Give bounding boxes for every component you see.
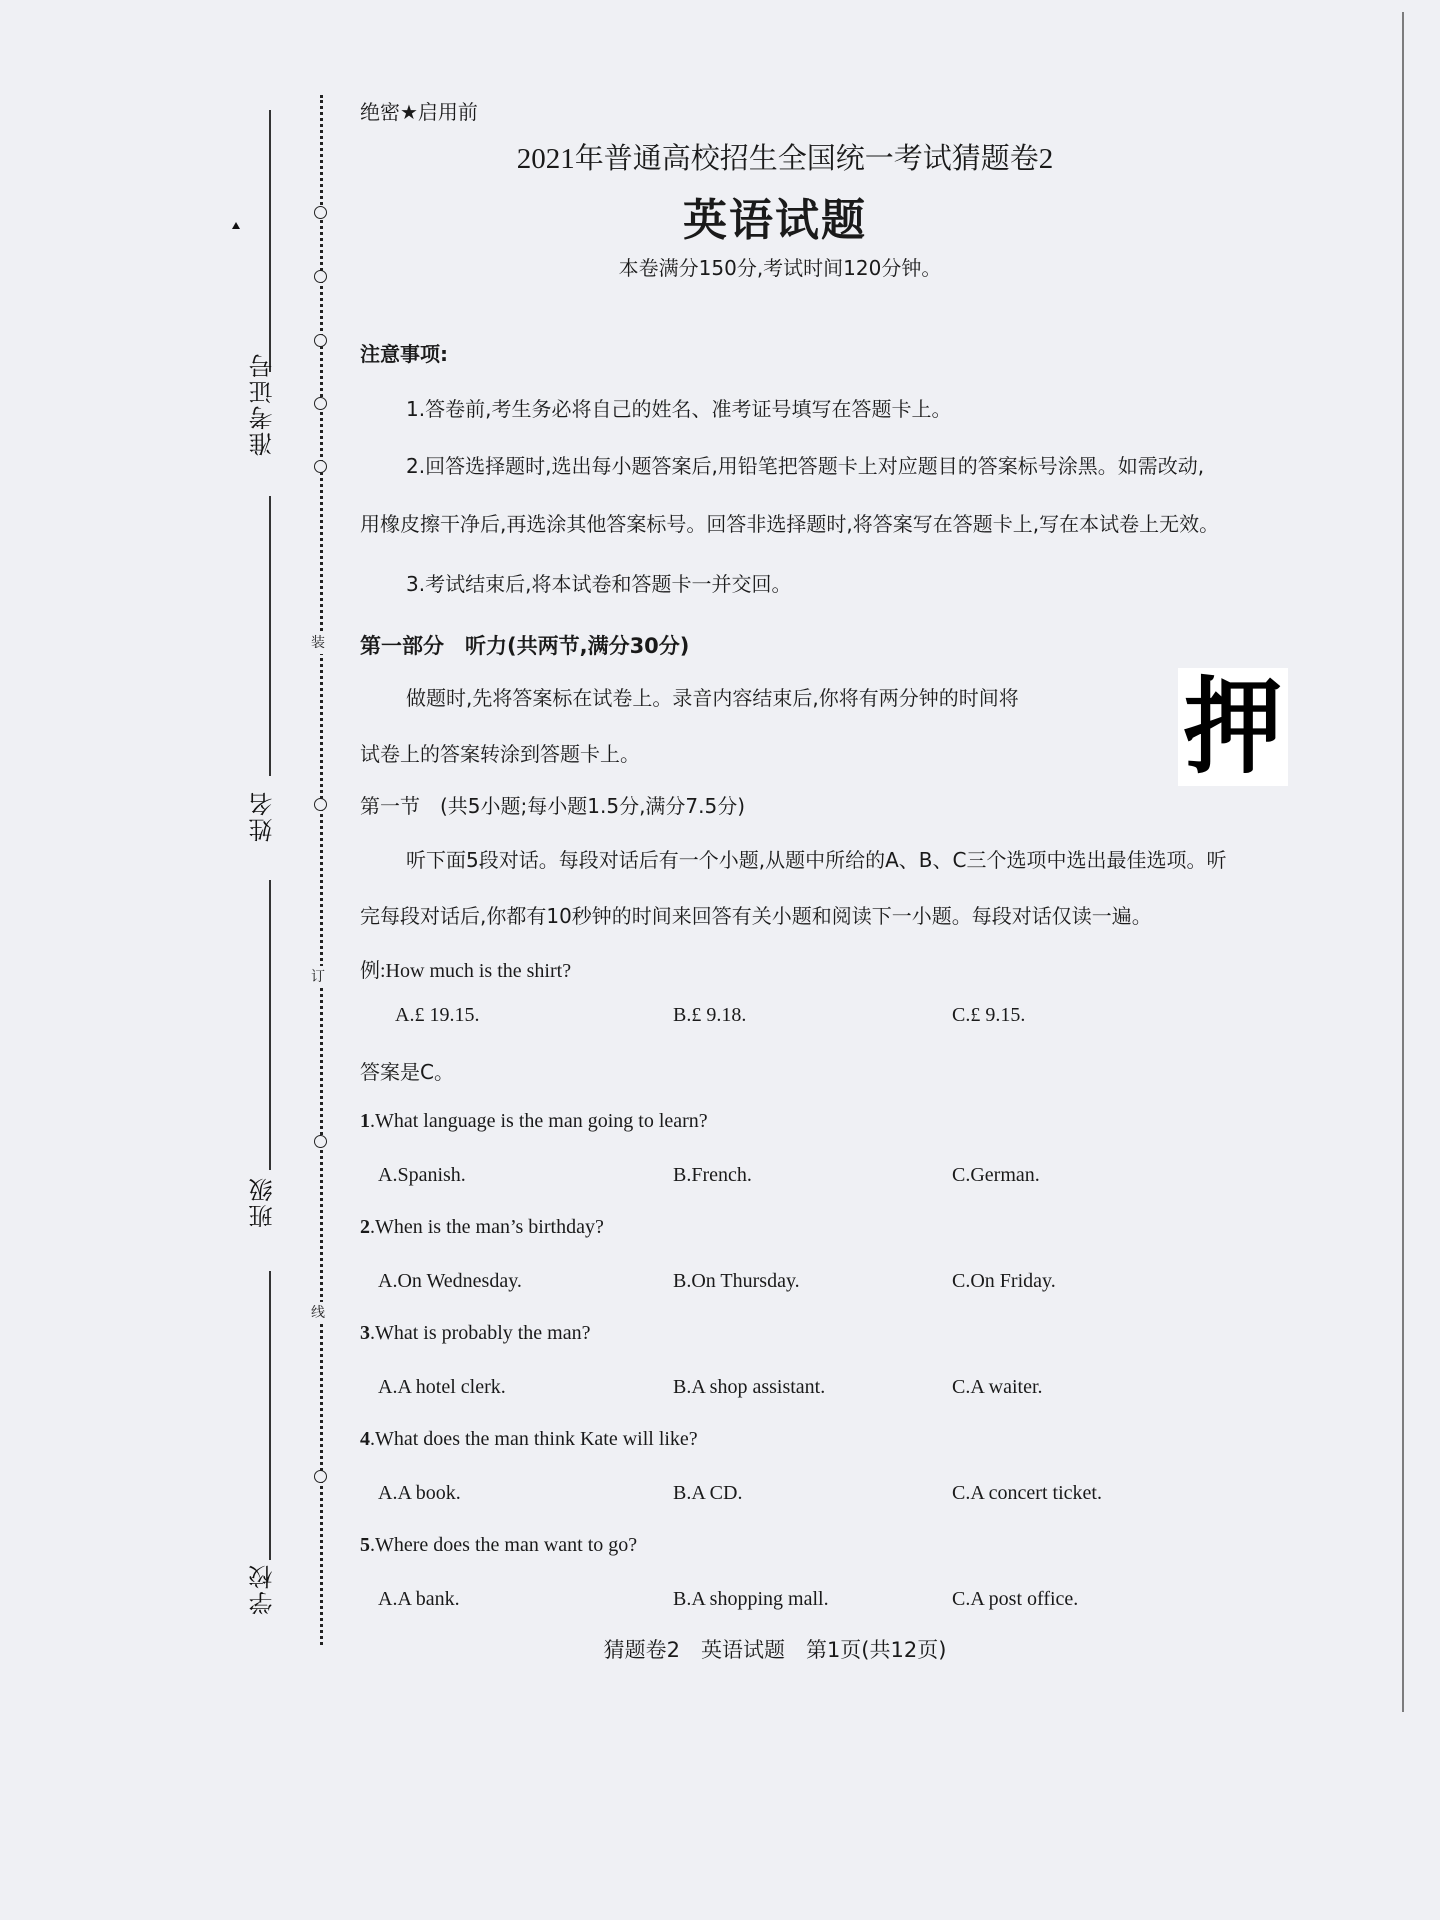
question-5 [360,1534,637,1557]
notice-title: 注意事项: [360,342,448,366]
class-line [269,880,271,1170]
binding-char-xian: 线 [311,1302,325,1324]
binding-hole-icon [314,1470,327,1483]
part1-intro-line2: 试卷上的答案转涂到答题卡上。 [360,742,640,766]
part1-intro-line1: 做题时,先将答案标在试卷上。录音内容结束后,你将有两分钟的时间将 [406,686,1019,710]
question-text: .Where does the man want to go? [370,1534,638,1556]
section1-instr-line2: 完每段对话后,你都有10秒钟的时间来回答有关小题和阅读下一小题。每段对话仅读一遍。 [360,904,1152,928]
ya-stamp-char: 押 [1183,666,1283,788]
q2-option-b: B.On Thursday. [673,1270,800,1292]
example-question: 例:How much is the shirt? [360,960,572,982]
binding-hole-icon [314,798,327,811]
question-3 [360,1322,591,1345]
q2-option-c: C.On Friday. [952,1270,1056,1292]
question-4 [360,1428,698,1451]
binding-hole-icon [314,334,327,347]
field-label-admission-number: 准考证号 [249,352,277,456]
notice-item-3: 3.考试结束后,将本试卷和答题卡一并交回。 [406,572,792,596]
q1-option-a: A.Spanish. [378,1164,466,1186]
field-label-class: 班级 [249,1176,277,1228]
exam-title: 2021年普通高校招生全国统一考试猜题卷2 [516,143,1054,175]
notice-item-1: 1.答卷前,考生务必将自己的姓名、准考证号填写在答题卡上。 [406,397,952,421]
q4-option-a: A.A book. [378,1482,461,1504]
example-answer: 答案是C。 [360,1060,454,1084]
section1-instr-line1: 听下面5段对话。每段对话后有一个小题,从题中所给的A、B、C三个选项中选出最佳选项。听 [406,848,1227,872]
question-number: 2 [360,1216,370,1238]
school-line [269,1271,271,1560]
binding-hole-icon [314,397,327,410]
page-footer: 猜题卷2 英语试题 第1页(共12页) [603,1638,947,1662]
part1-title: 第一部分 听力(共两节,满分30分) [360,634,690,658]
example-option-c: C.£ 9.15. [952,1004,1026,1026]
binding-char-ding: 订 [311,966,325,988]
q3-option-c: C.A waiter. [952,1376,1043,1398]
notice-item-2: 2.回答选择题时,选出每小题答案后,用铅笔把答题卡上对应题目的答案标号涂黑。如需改动, [406,454,1205,478]
example-option-a: A.£ 19.15. [395,1004,480,1026]
question-number: 1 [360,1110,370,1132]
binding-hole-icon [314,460,327,473]
question-number: 4 [360,1428,370,1450]
binding-hole-icon [314,1135,327,1148]
question-text: .What is probably the man? [370,1322,591,1344]
q5-option-a: A.A bank. [378,1588,460,1610]
field-label-school: 学校 [249,1563,277,1615]
q5-option-b: B.A shopping mall. [673,1588,829,1610]
section1-title: 第一节 (共5小题;每小题1.5分,满分7.5分) [360,794,746,818]
exam-subtitle: 本卷满分150分,考试时间120分钟。 [618,256,942,280]
field-label-name: 姓名 [249,790,277,842]
q1-option-b: B.French. [673,1164,752,1186]
name-line [269,496,271,776]
question-number: 3 [360,1322,370,1344]
binding-char-zhuang: 装 [311,632,325,654]
question-text: .What does the man think Kate will like? [370,1428,698,1450]
q1-option-c: C.German. [952,1164,1040,1186]
example-option-b: B.£ 9.18. [673,1004,747,1026]
question-text: .What language is the man going to learn? [370,1110,708,1132]
q2-option-a: A.On Wednesday. [378,1270,522,1292]
confidential-label: 绝密★启用前 [360,100,478,124]
q3-option-b: B.A shop assistant. [673,1376,826,1398]
q4-option-b: B.A CD. [673,1482,743,1504]
question-number: 5 [360,1534,370,1556]
notice-item-2-cont: 用橡皮擦干净后,再选涂其他答案标号。回答非选择题时,将答案写在答题卡上,写在本试卷上无效。 [360,512,1220,536]
q4-option-c: C.A concert ticket. [952,1482,1102,1504]
ya-stamp [1178,668,1288,786]
binding-dotted-line [320,95,323,1645]
question-text: .When is the man’s birthday? [370,1216,604,1238]
question-1 [360,1110,708,1133]
q5-option-c: C.A post office. [952,1588,1079,1610]
subject-title: 英语试题 [683,195,867,246]
question-2 [360,1216,604,1239]
q3-option-a: A.A hotel clerk. [378,1376,506,1398]
